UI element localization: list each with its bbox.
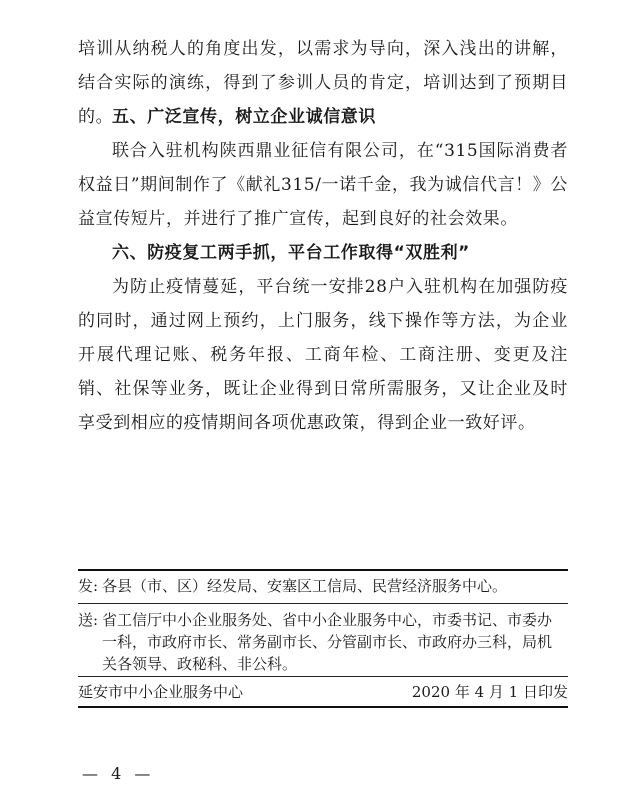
section-heading-6: 六、防疫复工两手抓，平台工作取得“双胜利” — [112, 243, 470, 263]
paragraph-training-conclusion: 培训从纳税人的角度出发，以需求为导向，深入浅出的讲解，结合实际的演练，得到了参训人员的肯定，培训达到了预期目的。 — [78, 39, 568, 127]
cc-recipients: 省工信厅中小企业服务处、省中小企业服务中心，市委书记、市委办一科，市政府市长、常务副市长、分管副市长、市政府办三科，局机关各领导、政秘科、非公科。 — [102, 611, 553, 673]
send-label: 发: — [78, 577, 99, 595]
distribution-top-rule — [78, 569, 568, 571]
issuer-row — [78, 681, 568, 703]
paragraph-epidemic-measures: 为防止疫情蔓延，平台统一安排28户入驻机构在加强防疫的同时，通过网上预约，上门服务，线下操作等方法，为企业开展代理记账、税务年报、工商年检、工商注册、变更及注销、社保等业务，既让企业得到日常所需服务，又让企业及时享受到相应的疫情期间各项优惠政策，得到企业一致好评。 — [78, 277, 568, 433]
send-recipients: 各县（市、区）经发局、安塞区工信局、民营经济服务中心。 — [102, 577, 508, 595]
issue-date: 2020 年 4 月 1 日印发 — [411, 683, 568, 701]
page-number: — 4 — — [82, 764, 155, 783]
distribution-cc — [78, 609, 568, 675]
distribution-mid-rule — [78, 603, 568, 604]
issuer-org: 延安市中小企业服务中心 — [78, 683, 244, 701]
cc-label: 送: — [78, 611, 99, 629]
distribution-send — [78, 575, 568, 597]
section-heading-5: 五、广泛宣传，树立企业诚信意识 — [112, 107, 376, 127]
paragraph-integrity-promotion: 联合入驻机构陕西鼎业征信有限公司，在“315国际消费者权益日”期间制作了《献礼315/一诺千金，我为诚信代言！》公益宣传短片，并进行了推广宣传，起到良好的社会效果。 — [78, 141, 568, 229]
issuer-top-rule — [78, 676, 568, 677]
issuer-bottom-rule — [78, 706, 568, 708]
